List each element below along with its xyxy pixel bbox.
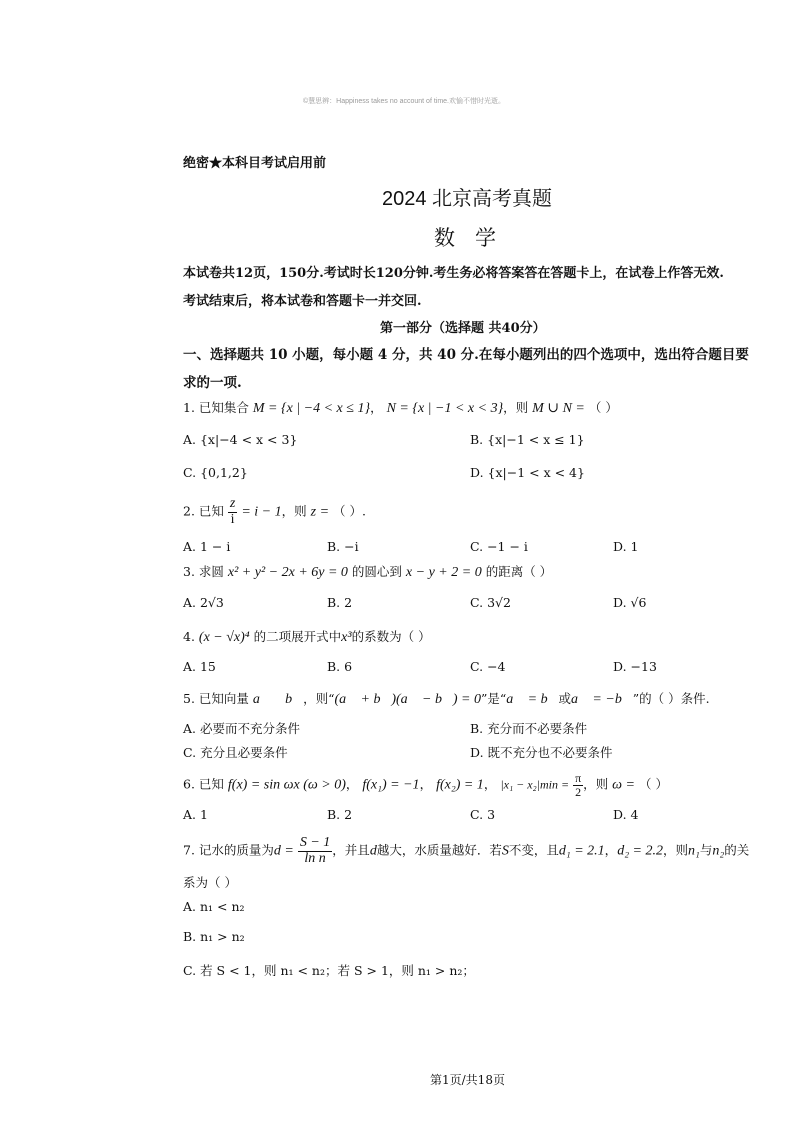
instructions-line-2: 考试结束后，将本试卷和答题卡一并交回. [183, 294, 422, 309]
q7-stem-e: ，则 [663, 842, 689, 858]
q3-stem-b: 的圆心到 [351, 564, 402, 579]
q6-frac-denominator: 2 [575, 784, 582, 799]
watermark-text: ©慧思辨：Happiness takes no account of time.欢愉不惜时光逝。 [303, 98, 505, 105]
question-7-stem [183, 836, 749, 866]
page-title: 2024 北京高考真题 [382, 188, 553, 210]
q4-binomial: (x − √x)⁴ [198, 630, 250, 645]
question-1-stem [183, 398, 618, 417]
q5-stem-d: 或 [558, 691, 572, 706]
q6-sep-1: ， [345, 776, 359, 792]
q2-option-b[interactable]: B. −i [327, 539, 359, 554]
q7-n1: n₁ [688, 843, 700, 859]
q6-option-d[interactable]: D. 4 [613, 807, 639, 822]
question-3-stem [183, 562, 552, 581]
q7-d2: d₂ = 2.2 [617, 843, 664, 859]
part-title: 第一部分（选择题 共40分） [380, 321, 546, 336]
q7-sep: ， [604, 842, 618, 858]
q6-min-distance: |x₁ − x₂|min = [500, 777, 570, 792]
q7-frac-denominator: ln n [304, 850, 326, 866]
q5-stem-b: ，则“ [303, 691, 335, 706]
q7-fraction [298, 836, 332, 866]
confidentiality-notice: 绝密★本科目考试启用前 [183, 156, 327, 171]
q1-set-n: N = {x | −1 < x < 3} [386, 401, 504, 416]
q6-omega: ω = [612, 777, 635, 793]
q5-dot-product: (a⃗ + b⃗)(a⃗ − b⃗) = 0 [334, 692, 482, 707]
q3-stem-c: 的距离（ ） [485, 564, 553, 579]
q6-fx1: f(x₁) = −1 [362, 777, 420, 793]
q2-stem-c: （ ）. [333, 503, 366, 519]
q2-option-c[interactable]: C. −1 − i [470, 539, 528, 554]
q1-option-a[interactable]: A. {x|−4 < x < 3} [183, 432, 298, 447]
q4-stem-c: 的系数为（ ） [351, 629, 431, 644]
q1-stem-a: 1. 已知集合 [183, 400, 249, 415]
q2-frac-numerator: z [229, 496, 236, 511]
q7-stem-d: 不变，且 [508, 842, 559, 858]
q3-option-b[interactable]: B. 2 [327, 595, 353, 610]
q4-option-c[interactable]: C. −4 [470, 659, 506, 674]
q4-stem-b: 的二项展开式中 [253, 629, 342, 644]
q7-frac-numerator: S − 1 [299, 835, 331, 850]
q5-stem-e: ”的（ ）条件. [632, 691, 710, 706]
q6-option-c[interactable]: C. 3 [470, 807, 496, 822]
q2-option-d[interactable]: D. 1 [613, 539, 639, 554]
q7-option-a[interactable]: A. n₁ < n₂ [183, 899, 245, 914]
q5-option-c[interactable]: C. 充分且必要条件 [183, 745, 288, 760]
section-heading-line-2: 求的一项. [183, 375, 242, 391]
q4-option-b[interactable]: B. 6 [327, 659, 353, 674]
q6-sep-2: ， [419, 776, 433, 792]
q7-stem-a: 7. 记水的质量为 [183, 842, 274, 858]
section-heading-line-1: 一、选择题共 10 小题，每小题 4 分，共 40 分.在每小题列出的四个选项中，选出符合题目要 [183, 347, 749, 363]
q2-frac-denominator: i [230, 511, 235, 527]
q5-option-a[interactable]: A. 必要而不充分条件 [183, 721, 300, 736]
instructions-line-1: 本试卷共12页，150分.考试时长120分钟.考生务必将答案答在答题卡上，在试卷上作答无效. [183, 266, 724, 281]
q7-d1: d₁ = 2.1 [558, 843, 605, 859]
q3-stem-a: 3. 求圆 [183, 564, 224, 579]
q1-stem-c: （ ） [588, 400, 618, 415]
q5-option-b[interactable]: B. 充分而不必要条件 [470, 721, 588, 736]
q5-stem-a: 5. 已知向量 [183, 691, 249, 706]
q1-option-d[interactable]: D. {x|−1 < x < 4} [470, 465, 585, 480]
q3-circle: x² + y² − 2x + 6y = 0 [227, 565, 348, 580]
q2-stem-a: 2. 已知 [183, 503, 224, 519]
q6-stem-c: （ ） [638, 776, 668, 792]
q7-n2: n₂ [712, 843, 725, 859]
q4-stem-a: 4. [183, 629, 195, 644]
q6-stem-b: ，则 [583, 776, 609, 792]
q2-fraction [228, 497, 237, 527]
q3-option-d[interactable]: D. √6 [613, 595, 647, 610]
q7-stem-b: ，并且 [332, 842, 370, 858]
q1-stem-b: ，则 [503, 400, 529, 415]
q2-equation: = i − 1 [241, 504, 282, 520]
q5-opposite: a⃗ = −b⃗ [571, 692, 633, 707]
q1-set-m: M = {x | −4 < x ≤ 1} [252, 401, 371, 416]
q1-option-b[interactable]: B. {x|−1 < x ≤ 1} [470, 432, 585, 447]
q3-option-a[interactable]: A. 2√3 [183, 595, 224, 610]
q4-option-a[interactable]: A. 15 [183, 659, 216, 674]
q5-option-d[interactable]: D. 既不充分也不必要条件 [470, 745, 613, 760]
question-5-stem [183, 689, 710, 708]
q3-option-c[interactable]: C. 3√2 [470, 595, 511, 610]
q5-stem-c: ”是“ [481, 691, 507, 706]
question-7-stem-line-2: 系为（ ） [183, 875, 237, 890]
q7-stem-g: 的关 [724, 842, 750, 858]
q2-z: z = [310, 504, 330, 520]
q6-stem-a: 6. 已知 [183, 776, 224, 792]
q7-stem-f: 与 [699, 842, 713, 858]
q7-option-b[interactable]: B. n₁ > n₂ [183, 929, 245, 944]
subject-title: 数学 [434, 227, 516, 250]
q6-sep-3: ， [483, 776, 497, 792]
question-2-stem [183, 497, 366, 527]
q7-option-c[interactable]: C. 若 S < 1，则 n₁ < n₂；若 S > 1，则 n₁ > n₂； [183, 963, 475, 978]
q6-function: f(x) = sin ωx (ω > 0) [227, 777, 346, 793]
question-6-stem [183, 772, 668, 798]
question-4-stem [183, 627, 431, 646]
q6-frac-numerator: π [575, 771, 582, 785]
q6-option-a[interactable]: A. 1 [183, 807, 208, 822]
q4-term: x³ [341, 630, 352, 645]
q5-equal: a⃗ = b⃗ [506, 692, 559, 707]
q1-option-c[interactable]: C. {0,1,2} [183, 465, 248, 480]
q3-line: x − y + 2 = 0 [405, 565, 482, 580]
q1-union: M ∪ N = [532, 401, 585, 416]
q1-sep: ， [370, 400, 383, 415]
q7-d-equals: d = [273, 843, 294, 859]
q6-fx2: f(x₂) = 1 [436, 777, 484, 793]
q7-s: S [501, 843, 509, 859]
q5-vectors: a⃗ ，b⃗ [252, 692, 304, 707]
q2-option-a[interactable]: A. 1 − i [183, 539, 231, 554]
page-number: 第1页/共18页 [430, 1073, 505, 1087]
q6-fraction [573, 772, 583, 798]
q7-d: d [369, 843, 377, 859]
q4-option-d[interactable]: D. −13 [613, 659, 657, 674]
q7-stem-c: 越大，水质量越好．若 [376, 842, 502, 858]
q6-option-b[interactable]: B. 2 [327, 807, 353, 822]
q2-stem-b: ，则 [281, 503, 307, 519]
